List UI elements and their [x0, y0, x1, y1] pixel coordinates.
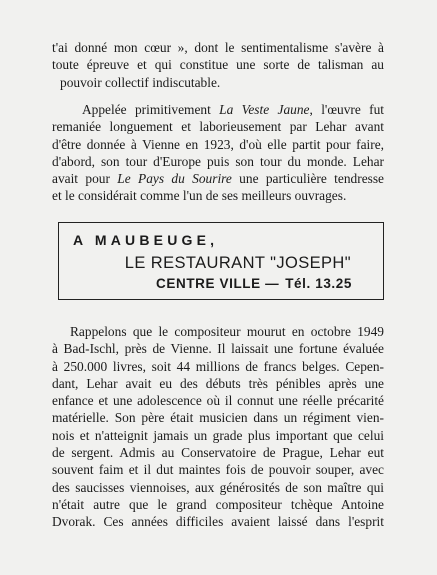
text-line: d'être donnée à Vienne en 1923, d'où elle partit pour faire,	[52, 136, 384, 152]
text-fragment: avait pour	[52, 171, 118, 187]
text-line: à Bad-Ischl, près de Vienne. Il laissait une fortune évaluée	[52, 341, 384, 357]
text-line: des saucisses viennoises, aux générosités de son maître qui	[52, 479, 384, 495]
paragraph-1	[52, 39, 384, 91]
text-line: de sergent. Admis au Conservatoire de Prague, Lehar eut	[52, 445, 384, 461]
text-line: t'ai donné mon cœur », dont le sentimentalisme s'avère à	[52, 40, 384, 55]
work-title-veste-jaune: La Veste Jaune	[219, 102, 310, 117]
text-line: dant, Lehar avait eu des débuts très pénibles après une	[52, 375, 384, 391]
text-line	[52, 170, 384, 187]
text-fragment: une particulière tendresse	[231, 171, 385, 187]
text-fragment: , l'œuvre fut	[309, 102, 385, 117]
work-title-pays-du-sourire: Le Pays du Sourire	[117, 171, 232, 187]
paragraph-2	[52, 101, 384, 205]
text-line: à 250.000 livres, soit 44 millions de francs belges. Cepen-	[52, 358, 384, 374]
ad-city: A MAUBEUGE,	[73, 232, 219, 248]
text-line: toute épreuve et qui constitue une sorte de talisman au	[52, 57, 384, 73]
text-line: Dvorak. Ces années difficiles avaient laissé dans l'esprit	[52, 514, 384, 530]
text-line: souvent faim et il dut maintes fois de pouvoir souper, avec	[52, 462, 384, 478]
ad-address-line	[156, 276, 352, 291]
text-line: et le considérait comme l'un de ses meilleurs ouvrages.	[52, 188, 347, 204]
text-line: n'était autre que le grand compositeur tchèque Antoine	[52, 496, 384, 512]
text-line: matérielle. Son père était musicien dans un régiment vien-	[52, 410, 384, 426]
text-line: Rappelons que le compositeur mourut en octobre 1949	[70, 324, 384, 339]
text-line	[52, 101, 384, 118]
text-line: pouvoir collectif indiscutable.	[60, 74, 221, 90]
text-line: nois et n'atteignit jamais un grade plus important que celui	[52, 427, 384, 443]
text-line: d'abord, son tour d'Europe puis son tour du monde. Lehar	[52, 153, 384, 169]
ad-restaurant-name: LE RESTAURANT "JOSEPH"	[124, 254, 351, 272]
paragraph-3	[52, 323, 384, 531]
text-fragment: Appelée primitivement	[82, 102, 220, 117]
text-line: remaniée longuement et laborieusement par Lehar avant	[52, 119, 384, 135]
ad-location: CENTRE VILLE —	[156, 276, 280, 291]
restaurant-advertisement	[58, 222, 384, 300]
ad-phone: Tél. 13.25	[285, 276, 352, 291]
text-line: enfance et une adolescence où il connut une réelle précarité	[52, 393, 384, 409]
